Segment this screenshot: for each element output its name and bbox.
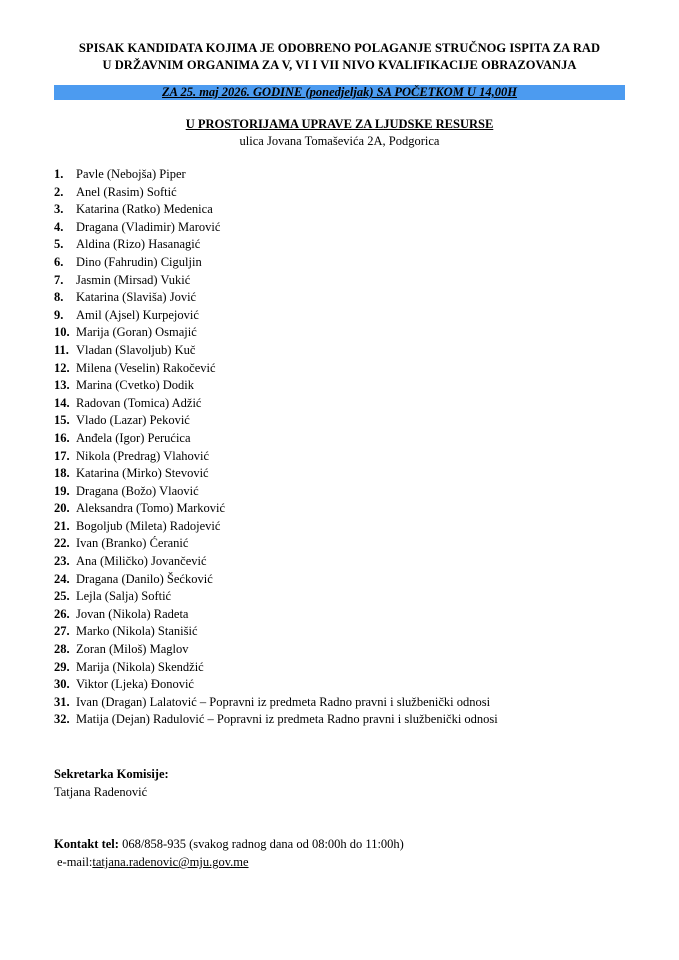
candidate-number: 32. — [54, 712, 70, 727]
candidate-row — [54, 448, 654, 466]
candidate-number: 13. — [54, 378, 70, 393]
candidate-number: 24. — [54, 571, 70, 586]
email-line — [57, 854, 249, 870]
candidate-number: 15. — [54, 413, 70, 428]
candidate-row — [54, 201, 654, 219]
candidate-number: 1. — [54, 167, 64, 181]
candidate-name: Marina (Cvetko) Dodik — [76, 378, 195, 393]
candidate-number: 25. — [54, 589, 70, 604]
candidate-number: 23. — [54, 554, 70, 569]
candidate-row — [54, 694, 654, 712]
candidate-row — [54, 518, 654, 536]
candidate-number: 29. — [54, 659, 70, 674]
candidate-name: Jasmin (Mirsad) Vukić — [76, 272, 191, 287]
candidate-row — [54, 377, 654, 395]
email-link[interactable]: tatjana.radenovic@mju.gov.me — [92, 855, 249, 869]
candidate-row — [54, 623, 654, 641]
candidate-name: Viktor (Ljeka) Đonović — [76, 677, 194, 692]
candidate-number: 28. — [54, 642, 70, 657]
candidate-name: Ivan (Branko) Ćeranić — [76, 536, 189, 551]
candidate-number: 14. — [54, 395, 70, 410]
secretary-name: Tatjana Radenović — [54, 785, 148, 799]
candidate-name: Katarina (Ratko) Medenica — [76, 202, 213, 217]
candidate-row — [54, 571, 654, 589]
candidate-row — [54, 360, 654, 378]
candidate-row — [54, 430, 654, 448]
candidate-number: 3. — [54, 202, 64, 217]
candidate-name: Dragana (Vladimir) Marović — [76, 219, 221, 234]
candidate-row — [54, 641, 654, 659]
candidate-number: 22. — [54, 536, 70, 551]
candidate-name: Anđela (Igor) Perućica — [76, 430, 191, 445]
candidate-number: 2. — [54, 184, 64, 199]
candidate-name: Zoran (Miloš) Maglov — [76, 642, 189, 657]
candidate-name: Matija (Dejan) Radulović – Popravni iz predmeta Radno pravni i službenički odnosi — [76, 712, 498, 727]
candidate-name: Milena (Veselin) Rakočević — [76, 360, 216, 375]
candidate-number: 17. — [54, 448, 70, 463]
candidate-row — [54, 342, 654, 360]
candidate-number: 18. — [54, 466, 70, 481]
candidate-row — [54, 588, 654, 606]
candidate-name: Vlado (Lazar) Peković — [76, 413, 190, 428]
candidate-row — [54, 219, 654, 237]
candidate-name: Aldina (Rizo) Hasanagić — [76, 237, 201, 252]
candidate-row — [54, 606, 654, 624]
candidate-name: Katarina (Mirko) Stevović — [76, 466, 209, 481]
secretary-label: Sekretarka Komisije: — [54, 767, 169, 781]
candidate-number: 31. — [54, 694, 70, 709]
candidate-name: Pavle (Nebojša) Piper — [76, 167, 186, 181]
candidate-name: Dragana (Božo) Vlaović — [76, 483, 199, 498]
candidate-name: Nikola (Predrag) Vlahović — [76, 448, 210, 463]
candidate-row — [54, 184, 654, 202]
candidate-row — [54, 465, 654, 483]
candidate-list — [54, 166, 654, 729]
candidate-row — [54, 676, 654, 694]
candidate-name: Amil (Ajsel) Kurpejović — [76, 307, 199, 322]
candidate-number: 16. — [54, 430, 70, 445]
candidate-number: 19. — [54, 483, 70, 498]
candidate-number: 8. — [54, 290, 64, 305]
candidate-row — [54, 289, 654, 307]
candidate-number: 4. — [54, 219, 64, 234]
candidate-number: 26. — [54, 606, 70, 621]
candidate-number: 10. — [54, 325, 70, 340]
candidate-number: 12. — [54, 360, 70, 375]
candidate-number: 9. — [54, 307, 64, 322]
candidate-row — [54, 711, 654, 729]
candidate-row — [54, 324, 654, 342]
candidate-number: 27. — [54, 624, 70, 639]
candidate-name: Lejla (Salja) Softić — [76, 589, 172, 604]
candidate-row — [54, 659, 654, 677]
candidate-name: Marko (Nikola) Stanišić — [76, 624, 198, 639]
candidate-row — [54, 307, 654, 325]
candidate-number: 6. — [54, 254, 64, 269]
candidate-name: Ivan (Dragan) Lalatović – Popravni iz predmeta Radno pravni i službenički odnosi — [76, 694, 491, 709]
candidate-row — [54, 500, 654, 518]
exam-date-text: ZA 25. maj 2026. GODINE (ponedjeljak) SA POČETKOM U 14,00H — [162, 85, 517, 99]
candidate-name: Katarina (Slaviša) Jović — [76, 290, 197, 305]
candidate-row — [54, 166, 654, 184]
candidate-name: Marija (Nikola) Skendžić — [76, 659, 204, 674]
candidate-number: 21. — [54, 518, 70, 533]
candidate-number: 7. — [54, 272, 64, 287]
email-label: e-mail: — [57, 855, 93, 869]
candidate-name: Ana (Miličko) Jovančević — [76, 554, 207, 569]
candidate-name: Dragana (Danilo) Šećković — [76, 571, 213, 586]
candidate-row — [54, 395, 654, 413]
candidate-name: Aleksandra (Tomo) Marković — [76, 501, 226, 516]
candidate-row — [54, 535, 654, 553]
candidate-row — [54, 272, 654, 290]
candidate-number: 20. — [54, 501, 70, 516]
candidate-name: Marija (Goran) Osmajić — [76, 325, 197, 340]
contact-value: 068/858-935 (svakog radnog dana od 08:00h do 11:00h) — [118, 837, 404, 851]
candidate-row — [54, 236, 654, 254]
candidate-row — [54, 553, 654, 571]
candidate-name: Dino (Fahrudin) Ciguljin — [76, 254, 202, 269]
candidate-row — [54, 254, 654, 272]
candidate-number: 11. — [54, 342, 69, 357]
candidate-name: Vladan (Slavoljub) Kuč — [76, 342, 196, 357]
candidate-name: Radovan (Tomica) Adžić — [76, 395, 202, 410]
candidate-number: 30. — [54, 677, 70, 692]
candidate-row — [54, 412, 654, 430]
candidate-row — [54, 483, 654, 501]
contact-label: Kontakt tel: — [54, 837, 119, 851]
venue-heading: U PROSTORIJAMA UPRAVE ZA LJUDSKE RESURSE — [185, 117, 494, 131]
contact-line — [54, 836, 404, 852]
venue-address: ulica Jovana Tomaševića 2A, Podgorica — [239, 134, 440, 148]
candidate-name: Anel (Rasim) Softić — [76, 184, 177, 199]
candidate-name: Bogoljub (Mileta) Radojević — [76, 518, 221, 533]
candidate-number: 5. — [54, 237, 64, 252]
candidate-name: Jovan (Nikola) Radeta — [76, 606, 189, 621]
document-title-line-2: U DRŽAVNIM ORGANIMA ZA V, VI I VII NIVO KVALIFIKACIJE OBRAZOVANJA — [102, 58, 577, 72]
date-highlight-bar — [54, 85, 625, 100]
document-title-line-1: SPISAK KANDIDATA KOJIMA JE ODOBRENO POLAGANJE STRUČNOG ISPITA ZA RAD — [78, 41, 601, 55]
